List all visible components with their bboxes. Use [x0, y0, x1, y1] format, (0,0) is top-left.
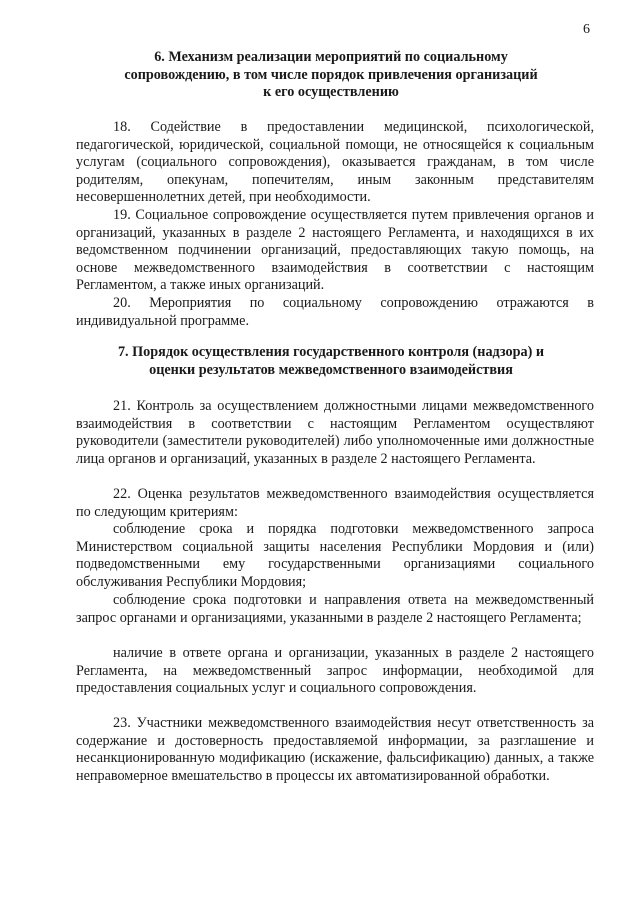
criterion-item: соблюдение срока подготовки и направления ответа на межведомственный запрос органами и организациями, указанными в разделе 2 настоящего Регламента;	[76, 592, 594, 626]
criterion-item: соблюдение срока и порядка подготовки межведомственного запроса Министерством социальной защиты населения Республики Мордовия и (или) подведомственными ему государственными организациями социального обслуживания Республики Мордовия;	[76, 521, 594, 590]
paragraph-21: 21. Контроль за осуществлением должностными лицами межведомственного взаимодействия в соответствии с настоящим Регламентом осуществляют руководители (заместители руководителей) либо уполномоченные ими должностные лица органов и организаций, указанных в разделе 2 настоящего Регламента.	[76, 398, 594, 467]
paragraph-22: 22. Оценка результатов межведомственного взаимодействия осуществляется по следующим критериям:	[76, 486, 594, 520]
heading-line: 6. Механизм реализации мероприятий по социальному	[154, 49, 508, 65]
heading-line: сопровождению, в том числе порядок привлечения организаций	[124, 66, 538, 83]
criterion-item: наличие в ответе органа и организации, указанных в разделе 2 настоящего Регламента, на межведомственный запрос информации, необходимой для предоставления социальных услуг и социального сопровождения.	[76, 645, 594, 697]
page-number: 6	[583, 22, 590, 37]
heading-line: оценки результатов межведомственного взаимодействия	[149, 361, 513, 378]
section-7-heading	[96, 344, 566, 379]
paragraph-20: 20. Мероприятия по социальному сопровождению отражаются в индивидуальной программе.	[76, 295, 594, 329]
paragraph-19: 19. Социальное сопровождение осуществляется путем привлечения органов и организаций, указанных в разделе 2 настоящего Регламента, и находящихся в их ведомственном подчинении организаций, предоставляющих такую помощь, на основе межведомственного взаимодействия в соответствии с настоящим Регламентом, а также иных организаций.	[76, 207, 594, 294]
section-6-heading	[96, 49, 566, 102]
heading-line: к его осуществлению	[263, 84, 399, 100]
paragraph-23: 23. Участники межведомственного взаимодействия несут ответственность за содержание и достоверность предоставляемой информации, за разглашение и несанкционированную модификацию (искажение, фальсификацию) данных, а также неправомерное вмешательство в процессы их автоматизированной обработки.	[76, 715, 594, 784]
paragraph-18: 18. Содействие в предоставлении медицинской, психологической, педагогической, юридической, социальной помощи, не относящейся к социальным услугам (социального сопровождения), оказывается гражданам, в том числе родителям, опекунам, попечителям, иным законным представителям несовершеннолетних детей, при необходимости.	[76, 119, 594, 206]
heading-line: 7. Порядок осуществления государственного контроля (надзора) и	[117, 344, 545, 360]
